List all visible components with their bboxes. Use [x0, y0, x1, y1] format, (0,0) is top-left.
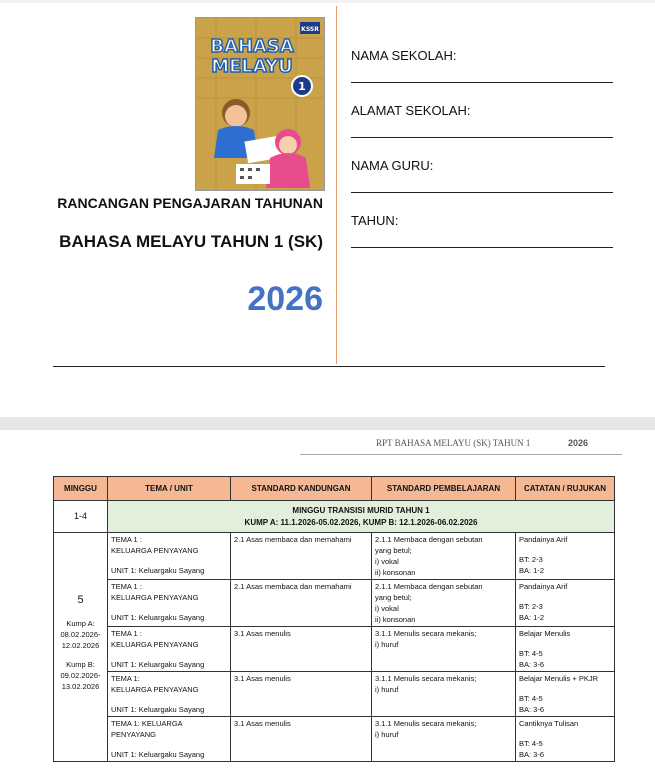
field-tahun [351, 213, 613, 228]
catatan-cell [516, 717, 615, 762]
col-header-sk: STANDARD KANDUNGAN [231, 477, 372, 501]
kump-b-range: 09.02.2026-13.02.2026 [60, 670, 101, 691]
catatan-text: Belajar Menulis + PKJR [519, 674, 598, 683]
ba-ref: BA: 3-6 [519, 705, 545, 714]
plan-table [53, 476, 615, 762]
col-header-minggu: MINGGU [54, 477, 108, 501]
ba-ref: BA: 3-6 [519, 660, 545, 669]
catatan-text: Pandainya Arif [519, 535, 568, 544]
book-cover-image [195, 17, 325, 191]
catatan-cell [516, 627, 615, 672]
field-underline [351, 137, 613, 138]
transition-row [54, 501, 615, 533]
tema-line: KELUARGA PENYAYANG [111, 640, 199, 649]
col-header-tema: TEMA / UNIT [108, 477, 231, 501]
tema-line: KELUARGA PENYAYANG [111, 546, 199, 555]
tema-cell [108, 580, 231, 627]
sp-line: ii) konsonan [375, 615, 416, 624]
tema-line: PENYAYANG [111, 730, 157, 739]
tema-line: KELUARGA PENYAYANG [111, 593, 199, 602]
sp-line: ii) konsonan [375, 568, 416, 577]
kssr-logo: KSSR [301, 26, 319, 33]
unit-line: UNIT 1: Keluargaku Sayang [111, 566, 205, 575]
sp-line: yang betul; [375, 593, 412, 602]
catatan-text: Belajar Menulis [519, 629, 571, 638]
tema-line: TEMA 1: [111, 674, 140, 683]
tema-cell [108, 627, 231, 672]
sp-line: 3.1.1 Menulis secara mekanis; [375, 719, 477, 728]
sk-cell: 3.1 Asas menulis [231, 627, 372, 672]
week-cell [54, 533, 108, 762]
col-header-sp: STANDARD PEMBELAJARAN [372, 477, 516, 501]
catatan-text: Cantiknya Tulisan [519, 719, 579, 728]
book-title-2: MELAYU [211, 56, 293, 77]
catatan-cell [516, 533, 615, 580]
page-gap [0, 417, 655, 430]
sk-cell: 2.1 Asas membaca dan memahami [231, 580, 372, 627]
bt-ref: BT: 4-5 [519, 694, 543, 703]
table-row [54, 580, 615, 627]
ba-ref: BA: 1-2 [519, 613, 545, 622]
sk-cell: 2.1 Asas membaca dan memahami [231, 533, 372, 580]
table-header-row [54, 477, 615, 501]
unit-line: UNIT 1: Keluargaku Sayang [111, 750, 205, 759]
tema-line: TEMA 1 : [111, 629, 142, 638]
tema-line: KELUARGA PENYAYANG [111, 685, 199, 694]
sp-line: i) huruf [375, 685, 399, 694]
field-alamat-sekolah [351, 103, 613, 118]
tema-cell [108, 672, 231, 717]
table-row [54, 533, 615, 580]
bt-ref: BT: 4-5 [519, 739, 543, 748]
sk-cell: 3.1 Asas menulis [231, 672, 372, 717]
unit-line: UNIT 1: Keluargaku Sayang [111, 660, 205, 669]
header-year: 2026 [568, 438, 589, 448]
book-badge: 1 [298, 80, 306, 93]
sk-cell: 3.1 Asas menulis [231, 717, 372, 762]
header-rule [300, 454, 622, 455]
table-row [54, 672, 615, 717]
unit-line: UNIT 1: Keluargaku Sayang [111, 705, 205, 714]
transition-title: MINGGU TRANSISI MURID TAHUN 1 [292, 505, 430, 515]
page-top-border [0, 0, 655, 3]
field-label: NAMA GURU: [351, 158, 434, 173]
sp-line: i) vokal [375, 557, 399, 566]
plan-page [0, 430, 655, 773]
field-underline [351, 192, 613, 193]
transition-dates: KUMP A: 11.1.2026-05.02.2026, KUMP B: 12.1.2026-06.02.2026 [244, 517, 478, 527]
catatan-text: Pandainya Arif [519, 582, 568, 591]
kump-a-label: Kump A: [66, 618, 95, 628]
field-label: ALAMAT SEKOLAH: [351, 103, 471, 118]
kump-a-range: 08.02.2026-12.02.2026 [60, 629, 101, 650]
table-row [54, 627, 615, 672]
bt-ref: BT: 4-5 [519, 649, 543, 658]
field-nama-guru [351, 158, 613, 173]
catatan-cell [516, 672, 615, 717]
col-header-catatan: CATATAN / RUJUKAN [516, 477, 615, 501]
header-title: RPT BAHASA MELAYU (SK) TAHUN 1 [376, 438, 531, 448]
week-number: 5 [77, 593, 84, 606]
field-nama-sekolah [351, 48, 613, 63]
sp-cell [372, 580, 516, 627]
table-row [54, 717, 615, 762]
plan-title: RANCANGAN PENGAJARAN TAHUNAN [57, 195, 323, 211]
ba-ref: BA: 1-2 [519, 566, 545, 575]
sp-cell [372, 717, 516, 762]
kump-a [57, 618, 104, 651]
sp-line: 3.1.1 Menulis secara mekanis; [375, 674, 477, 683]
tema-line: TEMA 1 : [111, 535, 142, 544]
sp-line: i) huruf [375, 730, 399, 739]
vertical-divider [336, 6, 337, 364]
plan-year: 2026 [247, 280, 323, 318]
sp-line: 2.1.1 Membaca dengan sebutan [375, 535, 483, 544]
sp-cell [372, 672, 516, 717]
field-label: TAHUN: [351, 213, 399, 228]
sp-line: 2.1.1 Membaca dengan sebutan [375, 582, 483, 591]
kump-b-label: Kump B: [66, 659, 95, 669]
field-label: NAMA SEKOLAH: [351, 48, 457, 63]
subject-title: BAHASA MELAYU TAHUN 1 (SK) [59, 232, 323, 251]
bt-ref: BT: 2-3 [519, 555, 543, 564]
kump-b [57, 659, 104, 692]
tema-cell [108, 717, 231, 762]
field-underline [351, 247, 613, 248]
sp-line: yang betul; [375, 546, 412, 555]
tema-cell [108, 533, 231, 580]
tema-line: TEMA 1: KELUARGA [111, 719, 183, 728]
unit-line: UNIT 1: Keluargaku Sayang [111, 613, 205, 622]
ba-ref: BA: 3-6 [519, 750, 545, 759]
sp-line: 3.1.1 Menulis secara mekanis; [375, 629, 477, 638]
field-underline [351, 82, 613, 83]
book-title-1: BAHASA [210, 36, 294, 57]
tema-line: TEMA 1 : [111, 582, 142, 591]
sp-cell [372, 627, 516, 672]
transition-cell [108, 501, 615, 533]
horizontal-divider [53, 366, 605, 367]
catatan-cell [516, 580, 615, 627]
bt-ref: BT: 2-3 [519, 602, 543, 611]
transition-week: 1-4 [54, 501, 108, 533]
sp-line: i) vokal [375, 604, 399, 613]
sp-line: i) huruf [375, 640, 399, 649]
sp-cell [372, 533, 516, 580]
